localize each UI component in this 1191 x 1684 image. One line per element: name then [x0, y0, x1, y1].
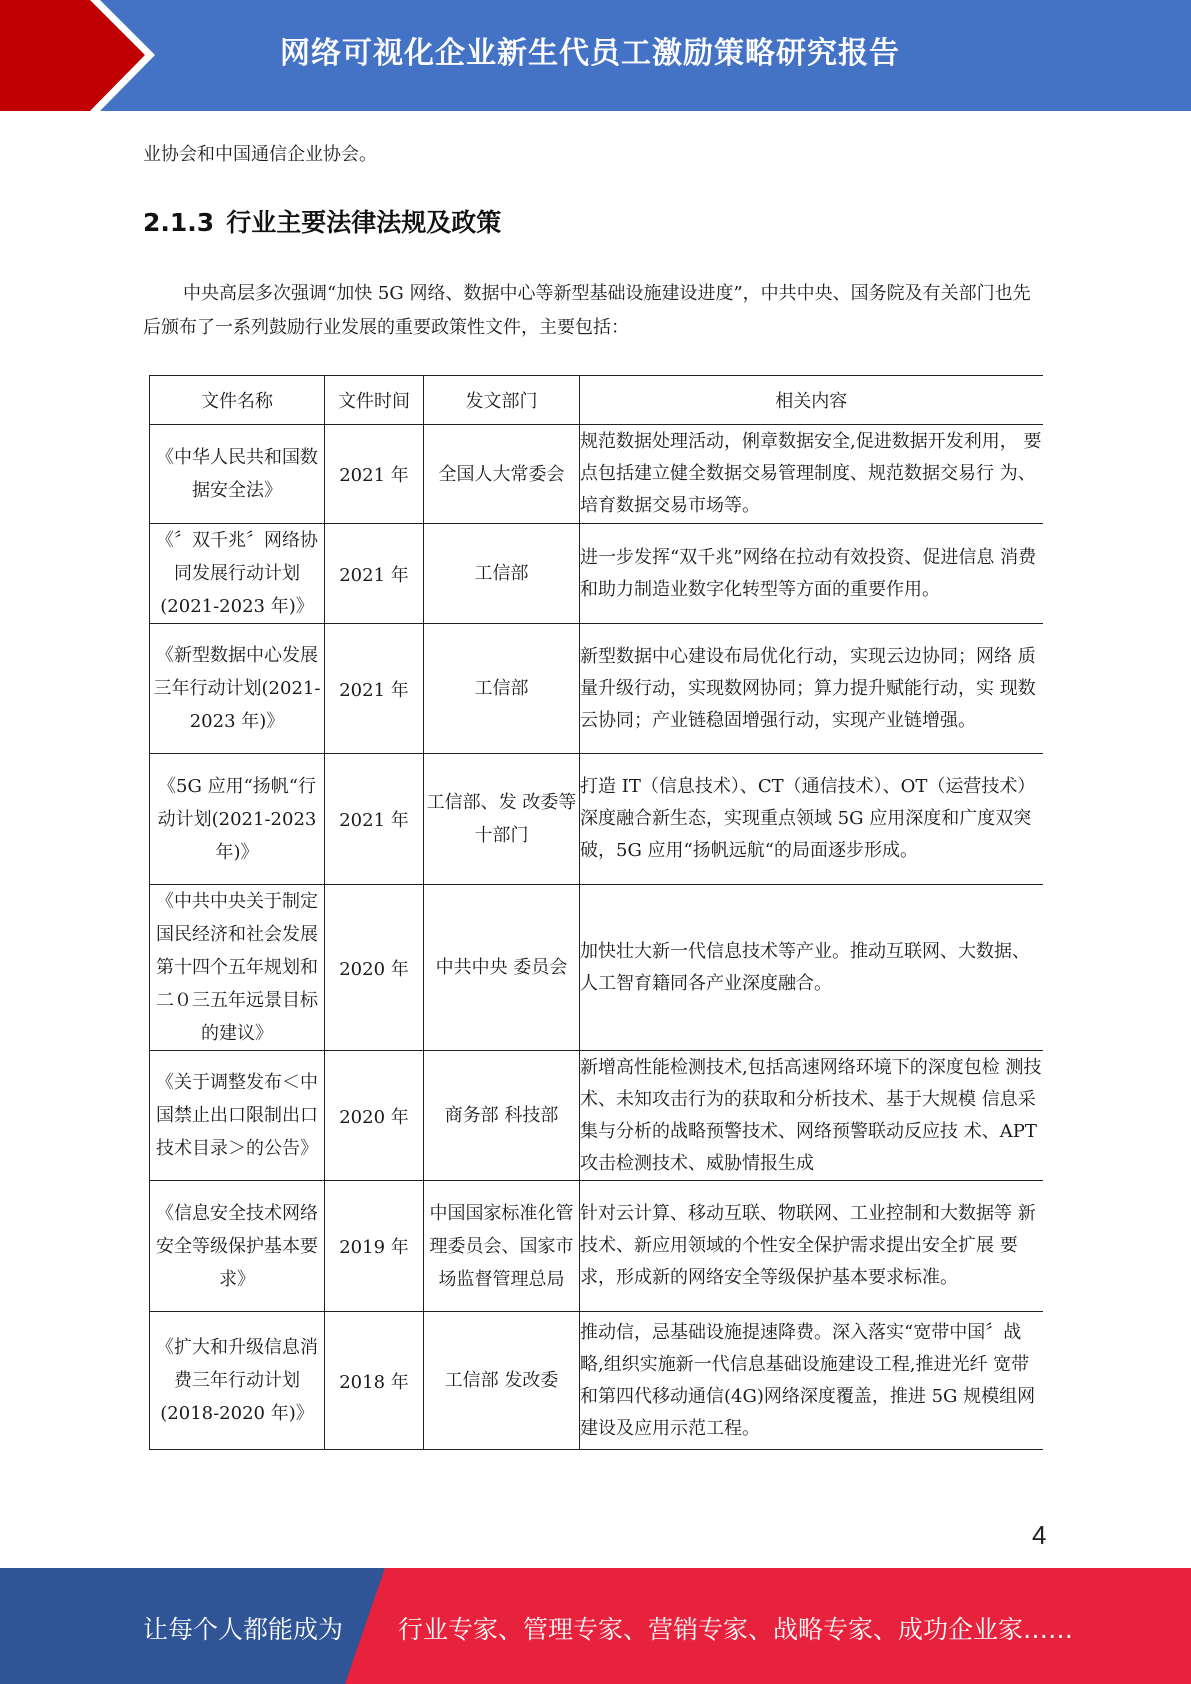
- page-header: [0, 0, 1191, 111]
- header-time: 文件时间: [325, 376, 424, 425]
- policy-table: [149, 375, 1043, 1450]
- page-number: 4: [1032, 1520, 1047, 1550]
- table-row: [150, 524, 1043, 624]
- cell-time: 2021 年: [325, 524, 424, 624]
- cell-dept: 商务部 科技部: [424, 1051, 580, 1181]
- footer-slogan-left: 让每个人都能成为: [143, 1615, 344, 1644]
- cell-name: 《信息安全技术网络安全等级保护基本要求》: [150, 1181, 325, 1312]
- header-arrow-icon: [0, 0, 200, 111]
- table-row: [150, 754, 1043, 885]
- table-row: [150, 425, 1043, 524]
- cell-dept: 中国国家标准化管理委员会、国家市场监督管理总局: [424, 1181, 580, 1312]
- cell-name: 《扩大和升级信息消费三年行动计划(2018-2020 年)》: [150, 1312, 325, 1450]
- cell-name: 《5G 应用“扬帆“行动计划(2021-2023 年)》: [150, 754, 325, 885]
- cell-dept: 全国人大常委会: [424, 425, 580, 524]
- cell-time: 2020 年: [325, 1051, 424, 1181]
- continuation-text: 业协会和中国通信企业协会。: [143, 144, 377, 165]
- section-heading: [143, 203, 501, 239]
- cell-content: 新型数据中心建设布局优化行动，实现云边协同；网络 质量升级行动，实现数网协同；算力提升赋能行动，实 现数云协同；产业链稳固增强行动，实现产业链增强。: [580, 624, 1043, 754]
- cell-content: 新增高性能检测技术,包括高速网络环境下的深度包检 测技术、未知攻击行为的获取和分析技术、基于大规模 信息采集与分析的战略预警技术、网络预警联动反应技 术、APT 攻击检测技术、威胁情报生成: [580, 1051, 1043, 1181]
- cell-name: 《新型数据中心发展三年行动计划(2021-2023 年)》: [150, 624, 325, 754]
- header-name: 文件名称: [150, 376, 325, 425]
- cell-time: 2019 年: [325, 1181, 424, 1312]
- cell-dept: 工信部: [424, 524, 580, 624]
- cell-content: 针对云计算、移动互联、物联网、工业控制和大数据等 新技术、新应用领域的个性安全保护需求提出安全扩展 要求，形成新的网络安全等级保护基本要求标准。: [580, 1181, 1043, 1312]
- header-dept: 发文部门: [424, 376, 580, 425]
- cell-content: 规范数据处理活动，俐章数据安全,促进数据开发利用， 要点包括建立健全数据交易管理制度、规范数据交易行 为、培育数据交易市场等。: [580, 425, 1043, 524]
- cell-dept: 工信部、发 改委等十部门: [424, 754, 580, 885]
- cell-time: 2018 年: [325, 1312, 424, 1450]
- cell-dept: 中共中央 委员会: [424, 885, 580, 1051]
- table-header-row: [150, 376, 1043, 425]
- cell-name: 《中华人民共和国数 据安全法》: [150, 425, 325, 524]
- cell-name: 《中共中央关于制定国民经济和社会发展第十四个五年规划和二０三五年远景目标的建议》: [150, 885, 325, 1051]
- section-number: 2.1.3: [143, 208, 215, 237]
- cell-time: 2021 年: [325, 624, 424, 754]
- cell-content: 打造 IT（信息技术）、CT（通信技术）、OT（运营技术）深度融合新生态，实现重点领域 5G 应用深度和广度双突破，5G 应用“扬帆远航“的局面逐步形成。: [580, 754, 1043, 885]
- intro-paragraph: 中央高层多次强调“加快 5G 网络、数据中心等新型基础设施建设进度”，中共中央、国务院及有关部门也先后颁布了一系列鼓励行业发展的重要政策性文件，主要包括：: [143, 283, 1031, 338]
- table-row: [150, 624, 1043, 754]
- section-title: 行业主要法律法规及政策: [226, 208, 502, 237]
- cell-time: 2021 年: [325, 754, 424, 885]
- page-footer: [0, 1568, 1191, 1684]
- table-row: [150, 1051, 1043, 1181]
- cell-time: 2020 年: [325, 885, 424, 1051]
- cell-time: 2021 年: [325, 425, 424, 524]
- table-row: [150, 885, 1043, 1051]
- footer-slogan-right: 行业专家、管理专家、营销专家、战略专家、成功企业家……: [398, 1615, 1074, 1644]
- cell-content: 加快壮大新一代信息技术等产业。推动互联网、大数据、 人工智育籍同各产业深度融合。: [580, 885, 1043, 1051]
- cell-content: 进一步发挥“双千兆”网络在拉动有效投资、促进信息 消费和助力制造业数字化转型等方面的重要作用。: [580, 524, 1043, 624]
- table-row: [150, 1312, 1043, 1450]
- cell-name: 《关于调整发布＜中国禁止出口限制出口技术目录＞的公告》: [150, 1051, 325, 1181]
- table-row: [150, 1181, 1043, 1312]
- header-content: 相关内容: [580, 376, 1043, 425]
- report-title: 网络可视化企业新生代员工激励策略研究报告: [280, 36, 900, 71]
- cell-dept: 工信部: [424, 624, 580, 754]
- cell-content: 推动信，忌基础设施提速降费。深入落实“宽带中国〞战 略,组织实施新一代信息基础设施建设工程,推进光纤 宽带和第四代移动通信(4G)网络深度覆盖，推进 5G 规模组网建设及应用示范工程。: [580, 1312, 1043, 1450]
- cell-dept: 工信部 发改委: [424, 1312, 580, 1450]
- cell-name: 《〞双千兆〞网络协同发展行动计划(2021-2023 年)》: [150, 524, 325, 624]
